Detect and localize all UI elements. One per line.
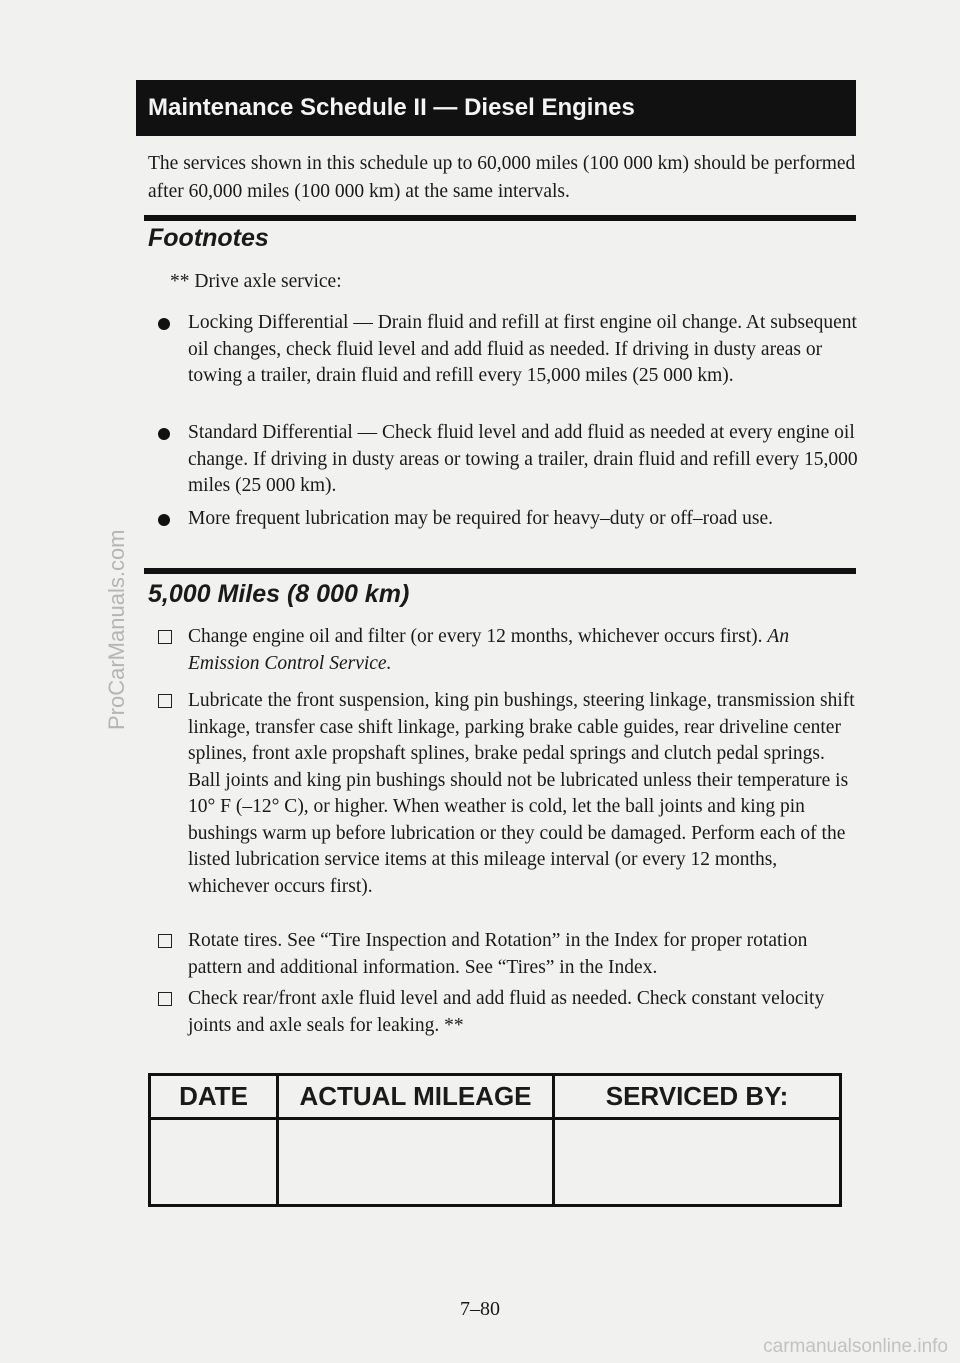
serviced-by-entry-cell[interactable]: [555, 1120, 839, 1204]
intro-paragraph: The services shown in this schedule up to 60,000 miles (100 000 km) should be performed after 60,000 miles (100 000 km) at the same intervals.: [148, 153, 856, 202]
section-divider: [144, 215, 856, 221]
service-item-text: Lubricate the front suspension, king pin bushings, steering linkage, transmission shift linkage, transfer case shift linkage, parking brake cable guides, rear driveline center splines, front axle propshaft splines, brake pedal springs and clutch pedal springs. Ball joints and king pin bushings should not be lubricated unless their temperature is 10° F (–12° C), or higher. When weather is cold, let the ball joints and king pin bushings warm up before lubrication or they could be damaged. Perform each of the listed lubrication service items at this mileage interval (or every 12 months, whichever occurs first).: [188, 690, 855, 897]
footnote-bullet: More frequent lubrication may be required for heavy–duty or off–road use.: [158, 506, 858, 533]
service-item-text: Change engine oil and filter (or every 12 months, whichever occurs first).: [188, 626, 763, 647]
date-entry-cell[interactable]: [151, 1120, 279, 1204]
bullet-icon: [158, 514, 170, 526]
date-header: DATE: [151, 1076, 279, 1120]
emission-note: An Emission Control Service.: [188, 626, 790, 674]
section-title: Maintenance Schedule II — Diesel Engines: [148, 94, 635, 121]
checkbox-icon[interactable]: [158, 992, 172, 1006]
footnote-bullet: Standard Differential — Check fluid level and add fluid as needed at every engine oil change. If driving in dusty areas or towing a trailer, drain fluid and refill every 15,000 miles (25 000 km).: [158, 420, 858, 500]
checkbox-icon[interactable]: [158, 694, 172, 708]
footnotes-heading: Footnotes: [148, 224, 269, 252]
mileage-header: ACTUAL MILEAGE: [279, 1076, 555, 1120]
section-divider: [144, 568, 856, 574]
interval-heading: 5,000 Miles (8 000 km): [148, 580, 410, 608]
checkbox-icon[interactable]: [158, 630, 172, 644]
page-number: 7–80: [460, 1298, 500, 1320]
section-title-bar: [136, 80, 856, 136]
service-item: [158, 928, 858, 981]
bullet-icon: [158, 428, 170, 440]
serviced-by-header: SERVICED BY:: [555, 1076, 839, 1120]
service-log-table: [148, 1073, 842, 1207]
bullet-icon: [158, 318, 170, 330]
side-watermark: ProCarManuals.com: [104, 529, 129, 730]
service-item-text: Check rear/front axle fluid level and add fluid as needed. Check constant velocity joints and axle seals for leaking. **: [188, 988, 825, 1036]
service-item: [158, 624, 858, 677]
checkbox-icon[interactable]: [158, 934, 172, 948]
service-item-text: Rotate tires. See “Tire Inspection and Rotation” in the Index for proper rotation pattern and additional information. See “Tires” in the Index.: [188, 930, 808, 978]
footer-watermark: carmanualsonline.info: [763, 1336, 948, 1357]
mileage-entry-cell[interactable]: [279, 1120, 555, 1204]
footnote-bullet: Locking Differential — Drain fluid and refill at first engine oil change. At subsequent oil changes, check fluid level and add fluid as needed. If driving in dusty areas or towing a trailer, drain fluid and refill every 15,000 miles (25 000 km).: [158, 310, 858, 390]
service-item: [158, 986, 858, 1039]
service-item: [158, 688, 858, 900]
footnotes-lead: ** Drive axle service:: [170, 271, 342, 292]
